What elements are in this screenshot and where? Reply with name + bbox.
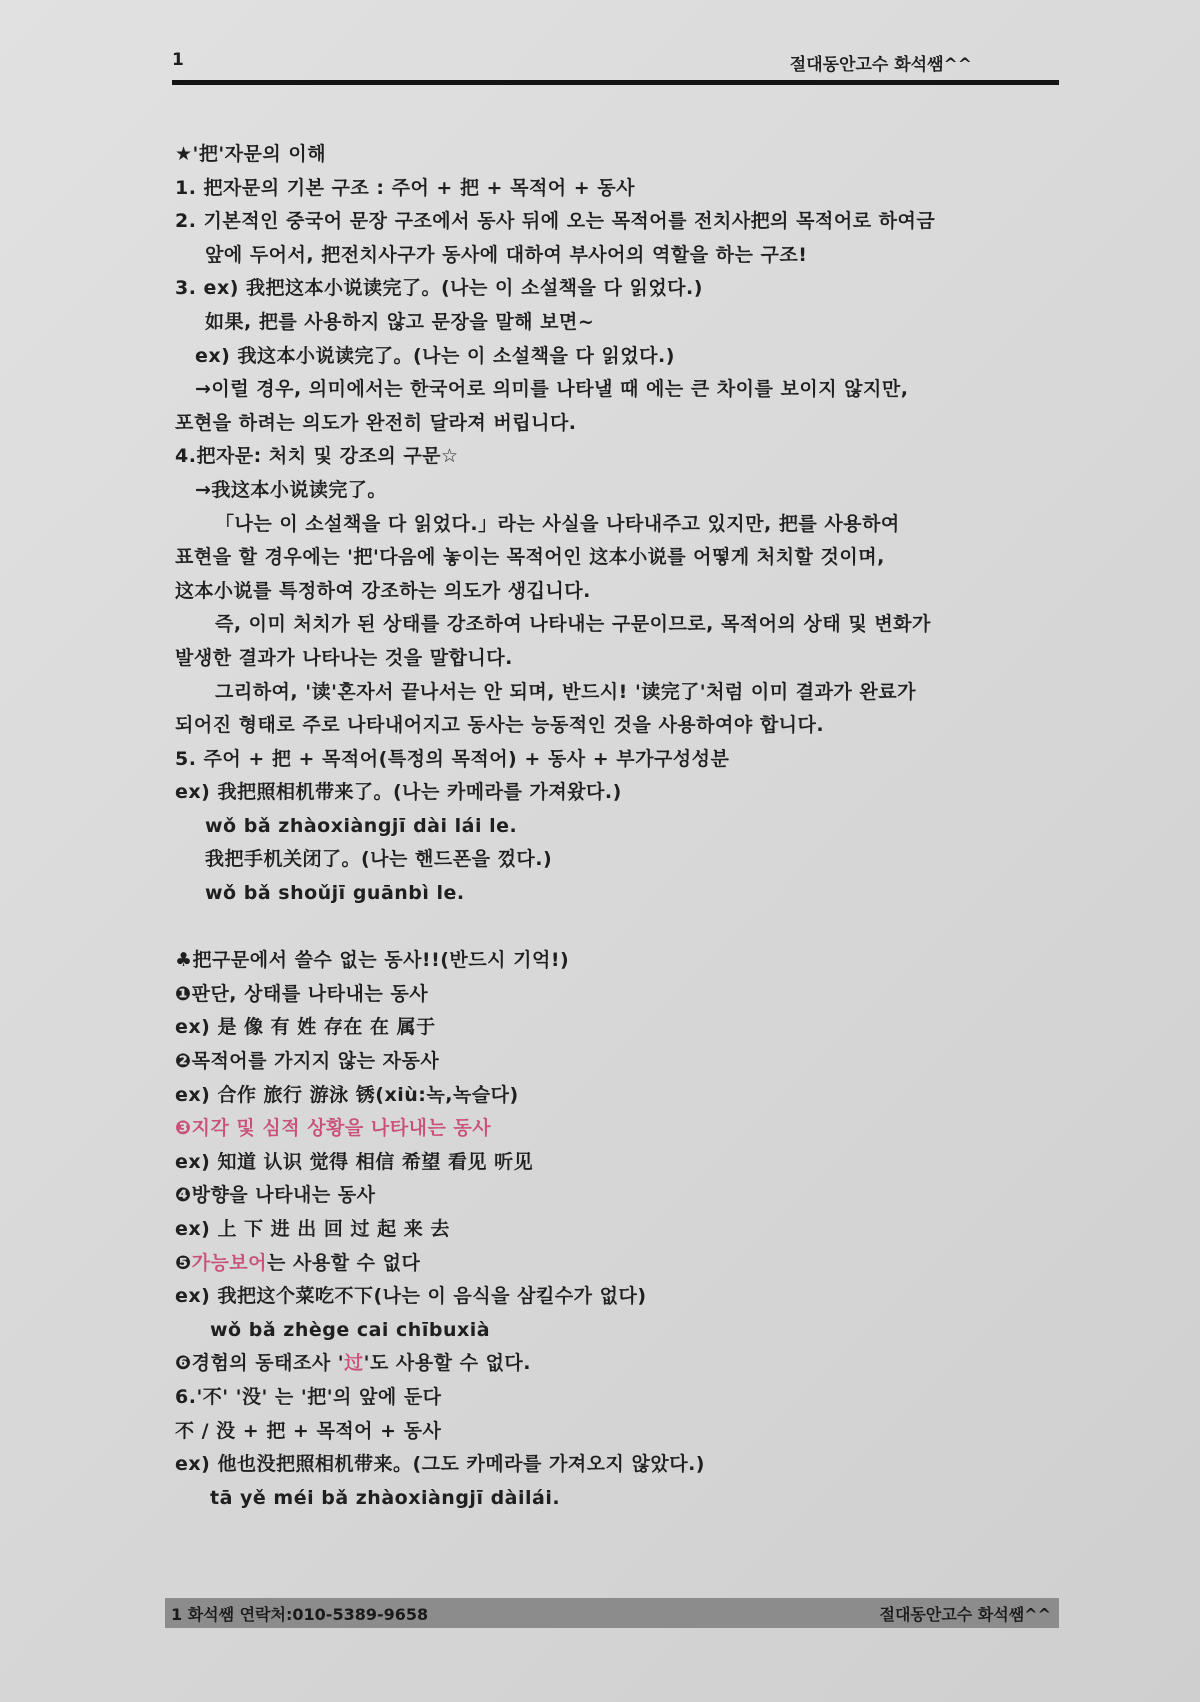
text-line [175,1347,1055,1381]
header-title: 절대동안고수 화석쌤^^ [789,55,972,75]
text-line: 5. 주어 + 把 + 목적어(특정의 목적어) + 동사 + 부가구성성분 [175,747,730,770]
header-rule [172,80,1059,85]
text-line: ex) 上 下 进 出 回 过 起 来 去 [175,1218,450,1240]
text-line: 앞에 두어서, 把전치사구가 동사에 대하여 부사어의 역할을 하는 구조! [205,243,808,266]
text-line [175,1112,1055,1146]
highlighted-text: 过 [344,1352,364,1375]
footer-bar [165,1598,1059,1628]
text-line: ❷목적어를 가지지 않는 자동사 [175,1050,440,1073]
text-line: ex) 合作 旅行 游泳 锈(xiù:녹,녹슬다) [175,1083,519,1106]
text-line [175,1247,1055,1281]
text-line: 되어진 형태로 주로 나타내어지고 동사는 능동적인 것을 사용하여야 합니다. [175,714,825,737]
text-line: 我把手机关闭了。(나는 핸드폰을 껐다.) [205,848,553,871]
highlighted-text: ❸지각 및 심적 상황을 나타내는 동사 [175,1117,492,1140]
text-line: →이럴 경우, 의미에서는 한국어로 의미를 나타낼 때 에는 큰 차이를 보이지 않지만, [195,378,909,401]
text-line: ❹방향을 나타내는 동사 [175,1184,376,1207]
text-line: ex) 我把照相机带来了。(나는 카메라를 가져왔다.) [175,781,622,804]
highlighted-text: 가능보어 [191,1251,268,1274]
document-body [175,138,1055,1515]
text-segment: ❺ [175,1251,192,1274]
text-line: 如果, 把를 사용하지 않고 문장을 말해 보면~ [205,310,595,333]
text-line: 즉, 이미 처치가 된 상태를 강조하여 나타내는 구문이므로, 목적어의 상태 및 변화가 [215,613,931,636]
text-line: ex) 我这本小说读完了。(나는 이 소설책을 다 읽었다.) [195,344,675,367]
text-line: 不 / 没 + 把 + 목적어 + 동사 [175,1419,442,1442]
text-line: ❶판단, 상태를 나타내는 동사 [175,982,429,1005]
text-line: 「나는 이 소설책을 다 읽었다.」라는 사실을 나타내주고 있지만, 把를 사용하여 [215,512,900,535]
text-line: wǒ bǎ zhàoxiàngjī dài lái le. [205,814,518,837]
text-line: 3. ex) 我把这本小说读完了。(나는 이 소설책을 다 읽었다.) [175,277,703,300]
text-line: ex) 我把这个菜吃不下(나는 이 음식을 삼킬수가 없다) [175,1285,647,1308]
text-line: ★'把'자문의 이해 [175,143,327,165]
text-line: ex) 他也没把照相机带来。(그도 카메라를 가져오지 않았다.) [175,1453,705,1476]
text-line: ex) 知道 认识 觉得 相信 希望 看见 听见 [175,1150,534,1173]
text-line [175,911,1055,945]
text-segment: ❻경험의 동태조사 ' [175,1352,345,1375]
text-line: 그리하여, '读'혼자서 끝나서는 안 되며, 반드시! '读完了'처럼 이미 결과가 완료가 [215,680,916,703]
text-line: ex) 是 像 有 姓 存在 在 属于 [175,1016,436,1039]
text-line: 6.'不' '没' 는 '把'의 앞에 둔다 [175,1385,442,1408]
text-line: 4.把자문: 처치 및 강조의 구문☆ [175,445,459,468]
text-segment: '도 사용할 수 없다. [363,1352,531,1375]
text-line: 2. 기본적인 중국어 문장 구조에서 동사 뒤에 오는 목적어를 전치사把의 목적어로 하여금 [175,210,936,233]
text-line: 1. 把자문의 기본 구조 : 주어 + 把 + 목적어 + 동사 [175,176,636,199]
text-line: →我这本小说读完了。 [195,478,387,501]
text-line: tā yě méi bǎ zhàoxiàngjī dàilái. [210,1486,561,1509]
text-line: wǒ bǎ shoǔjī guānbì le. [205,882,465,905]
text-line: wǒ bǎ zhège cai chībuxià [210,1318,491,1341]
text-line: 这本小说를 특정하여 강조하는 의도가 생깁니다. [175,579,591,602]
text-line: 표현을 할 경우에는 '把'다음에 놓이는 목적어인 这本小说를 어떻게 처치할 것이며, [175,546,885,569]
text-line: 포현을 하려는 의도가 완전히 달라져 버립니다. [175,411,577,434]
text-line: ♣把구문에서 쓸수 없는 동사!!(반드시 기억!) [175,949,570,972]
footer-contact: 1 화석쌤 연락처:010-5389-9658 [171,1604,429,1624]
footer-title: 절대동안고수 화석쌤^^ [879,1604,1051,1624]
text-line: 발생한 결과가 나타나는 것을 말합니다. [175,646,513,669]
text-segment: 는 사용할 수 없다 [267,1251,421,1274]
header-page-number: 1 [172,50,184,70]
